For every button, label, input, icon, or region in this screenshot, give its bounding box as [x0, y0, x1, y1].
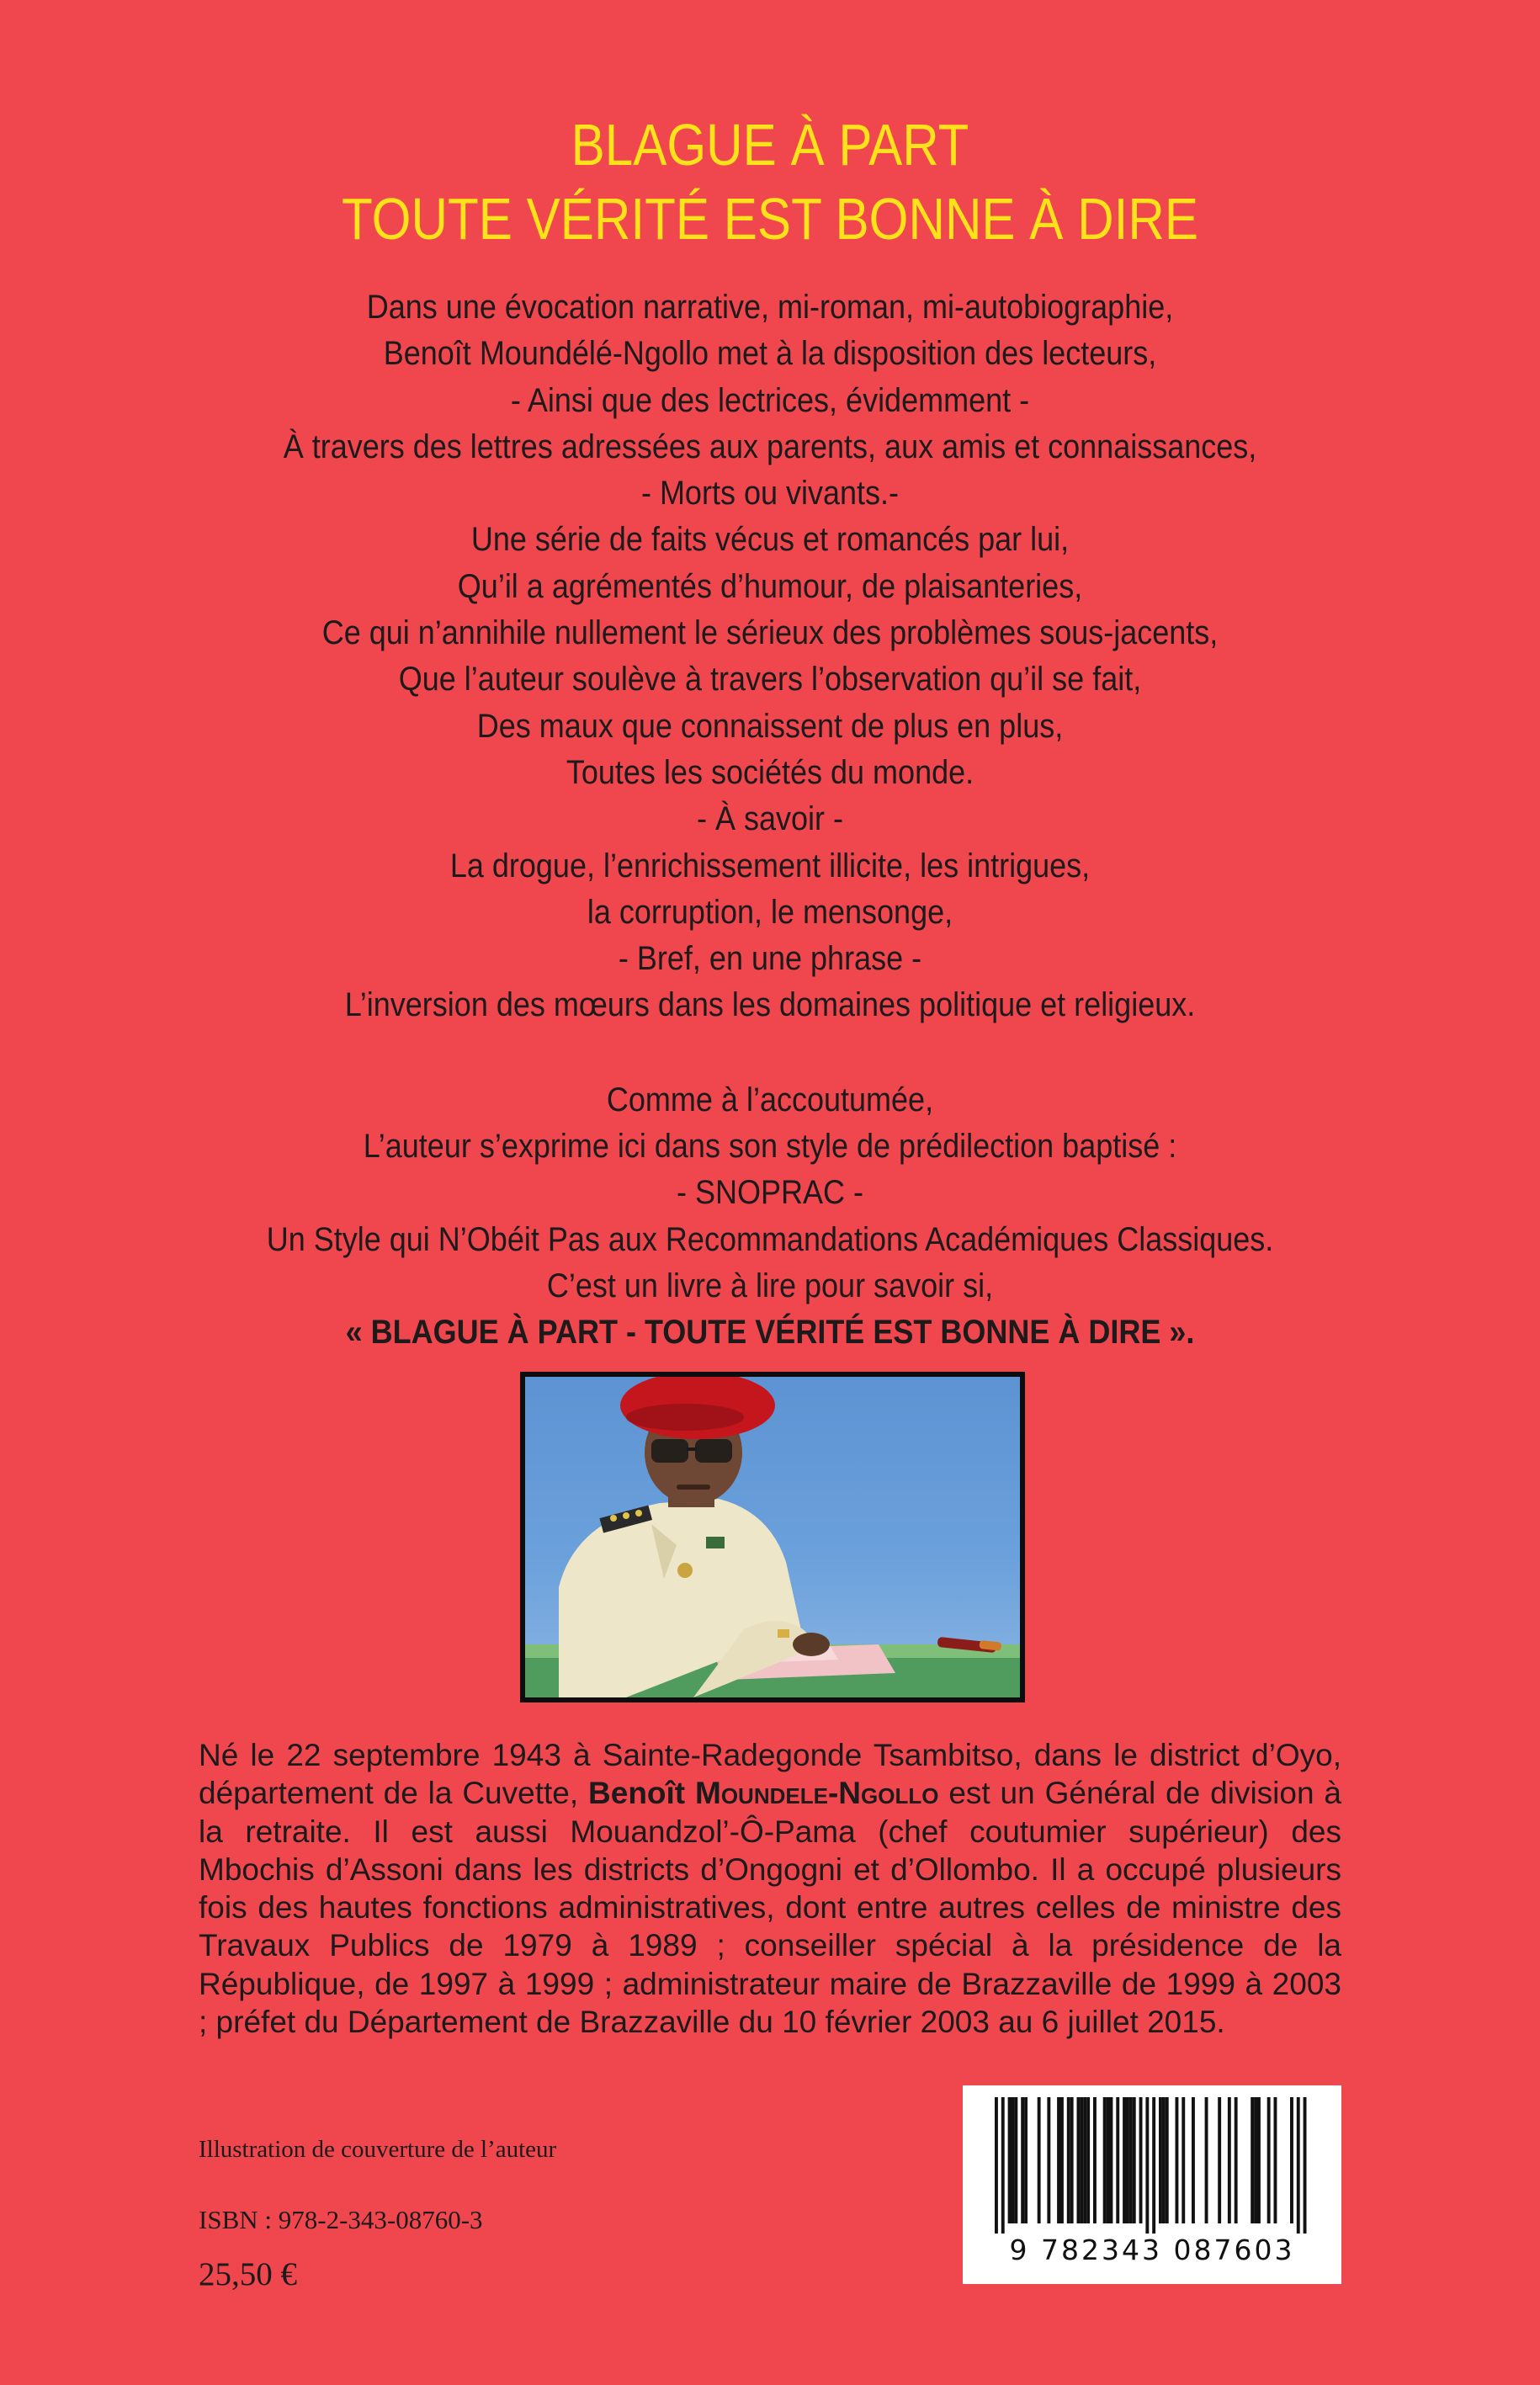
author-last-name: Moundele-Ngollo — [695, 1776, 939, 1811]
barcode-bar — [1267, 2097, 1271, 2223]
barcode-bar — [1139, 2097, 1143, 2223]
isbn-barcode — [963, 2085, 1341, 2284]
barcode-bar — [1123, 2097, 1126, 2223]
barcode-bar — [1093, 2097, 1097, 2223]
barcode-bar — [1024, 2097, 1028, 2223]
poem-line: Benoît Moundélé-Ngollo met à la disposition des lecteurs, — [383, 335, 1157, 373]
poem-line: - À savoir - — [696, 800, 844, 838]
cover-title — [108, 108, 1432, 256]
stanza-gap — [0, 1029, 1540, 1077]
barcode-bar — [1290, 2097, 1293, 2223]
barcode-bar — [1012, 2097, 1015, 2223]
poem-line: Dans une évocation narrative, mi-roman, mi-autobiographie, — [366, 289, 1174, 326]
author-biography — [199, 1736, 1341, 2041]
barcode-bars — [963, 2085, 1341, 2237]
barcode-bar — [1133, 2097, 1136, 2223]
barcode-bar — [1086, 2097, 1090, 2223]
poem-line: C’est un livre à lire pour savoir si, — [546, 1267, 994, 1304]
author-name — [588, 1776, 938, 1810]
barcode-bar — [1008, 2097, 1012, 2223]
barcode-bar — [1080, 2097, 1083, 2223]
barcode-bar — [1077, 2097, 1081, 2223]
barcode-bar — [1067, 2097, 1070, 2223]
author-photo — [520, 1372, 1025, 1702]
barcode-bar — [1014, 2097, 1017, 2223]
barcode-bar — [1254, 2097, 1257, 2223]
bio-text-before-name: Né le 22 septembre 1943 à Sainte-Radegonde Tsambitso, dans le district d’Oyo, département de la Cuvette, — [199, 1738, 1341, 1811]
barcode-bar — [1182, 2097, 1185, 2223]
barcode-bar — [1218, 2097, 1221, 2223]
poem-line: L’auteur s’exprime ici dans son style de prédilection baptisé : — [363, 1128, 1177, 1166]
barcode-bar — [1176, 2097, 1179, 2223]
barcode-bar — [1145, 2097, 1149, 2234]
barcode-bar — [1205, 2097, 1208, 2223]
barcode-bar — [1235, 2097, 1238, 2223]
barcode-bar — [1304, 2097, 1307, 2234]
barcode-bar — [1107, 2097, 1110, 2223]
poem-line: L’inversion des mœurs dans les domaines politique et religieux. — [344, 986, 1196, 1024]
poem-line: - Morts ou vivants.- — [640, 475, 900, 513]
barcode-bar — [1047, 2097, 1050, 2223]
barcode-bar — [1251, 2097, 1254, 2223]
barcode-bar — [1126, 2097, 1129, 2223]
author-photo-illustration — [525, 1377, 1020, 1697]
poem-line: À travers des lettres adressées aux parents, aux amis et connaissances, — [283, 428, 1257, 465]
barcode-bar — [1103, 2097, 1107, 2223]
poem-line: Ce qui n’annihile nullement le sérieux des problèmes sous-jacents, — [321, 614, 1219, 652]
poem-line: la corruption, le mensonge, — [587, 893, 953, 931]
barcode-bar — [1297, 2097, 1300, 2234]
barcode-digits: 9 782343 087603 — [1009, 2234, 1295, 2266]
title-line-1: BLAGUE À PART — [571, 112, 969, 178]
poem-line: Toutes les sociétés du monde. — [566, 753, 974, 791]
poem-line: Qu’il a agrémentés d’humour, de plaisanteries, — [457, 567, 1083, 605]
barcode-bar — [1116, 2097, 1119, 2223]
barcode-bar — [1192, 2097, 1195, 2223]
barcode-bar — [1070, 2097, 1074, 2223]
barcode-bar — [1060, 2097, 1064, 2223]
author-first-name: Benoît — [588, 1776, 686, 1811]
barcode-bar — [1001, 2097, 1005, 2234]
blurb-poem — [0, 284, 1540, 1357]
cover-illustration-credit: Illustration de couverture de l’auteur — [199, 2136, 557, 2163]
barcode-bar — [1162, 2097, 1166, 2223]
barcode-bar — [995, 2097, 998, 2234]
poem-line: Comme à l’accoutumée, — [606, 1081, 934, 1118]
poem-line: Que l’auteur soulève à travers l’observation qu’il se fait, — [398, 661, 1142, 699]
title-line-2: TOUTE VÉRITÉ EST BONNE À DIRE — [341, 186, 1199, 252]
barcode-bar — [1057, 2097, 1060, 2223]
barcode-bar — [1274, 2097, 1277, 2223]
barcode-bar — [1159, 2097, 1162, 2223]
barcode-bar — [1021, 2097, 1024, 2223]
book-price: 25,50 € — [199, 2256, 297, 2292]
poem-line: Une série de faits vécus et romancés par lui, — [470, 521, 1070, 559]
closing-title-line: « BLAGUE À PART - TOUTE VÉRITÉ EST BONNE À DIRE ». — [345, 1314, 1195, 1352]
barcode-bar — [1129, 2097, 1133, 2223]
poem-line: - Ainsi que des lectrices, évidemment - — [510, 381, 1030, 419]
barcode-bar — [1038, 2097, 1041, 2223]
poem-line: Un Style qui N’Obéit Pas aux Recommandations Académiques Classiques. — [266, 1220, 1274, 1258]
barcode-bar — [1152, 2097, 1155, 2234]
poem-line: La drogue, l’enrichissement illicite, les intrigues, — [449, 847, 1091, 884]
bio-text-after-name: est un Général de division à la retraite. Il est aussi Mouandzol’-Ô-Pama (chef coutumier supérieur) des Mbochis d’Assoni dans les districts d’Ongogni et d’Ollombo. Il a occupé plusieurs fois des hautes fonctions administratives, dont entre autres celles de ministre des Travaux Publics de 1979 à 1989 ; conseiller spécial à la présidence de la République, de 1997 à 1999 ; administrateur maire de Brazzaville de 1999 à 2003 ; préfet du Département de Brazzaville du 10 février 2003 au 6 juillet 2015. — [199, 1776, 1341, 2040]
isbn-number: ISBN : 978-2-343-08760-3 — [199, 2205, 483, 2234]
barcode-bar — [1110, 2097, 1113, 2223]
barcode-bar — [1166, 2097, 1169, 2223]
barcode-bar — [1257, 2097, 1261, 2223]
poem-line: Des maux que connaissent de plus en plus, — [476, 707, 1064, 745]
poem-line: - SNOPRAC - — [676, 1174, 864, 1212]
barcode-bar — [1228, 2097, 1231, 2223]
poem-line: - Bref, en une phrase - — [618, 940, 922, 978]
barcode-bar — [1083, 2097, 1086, 2223]
